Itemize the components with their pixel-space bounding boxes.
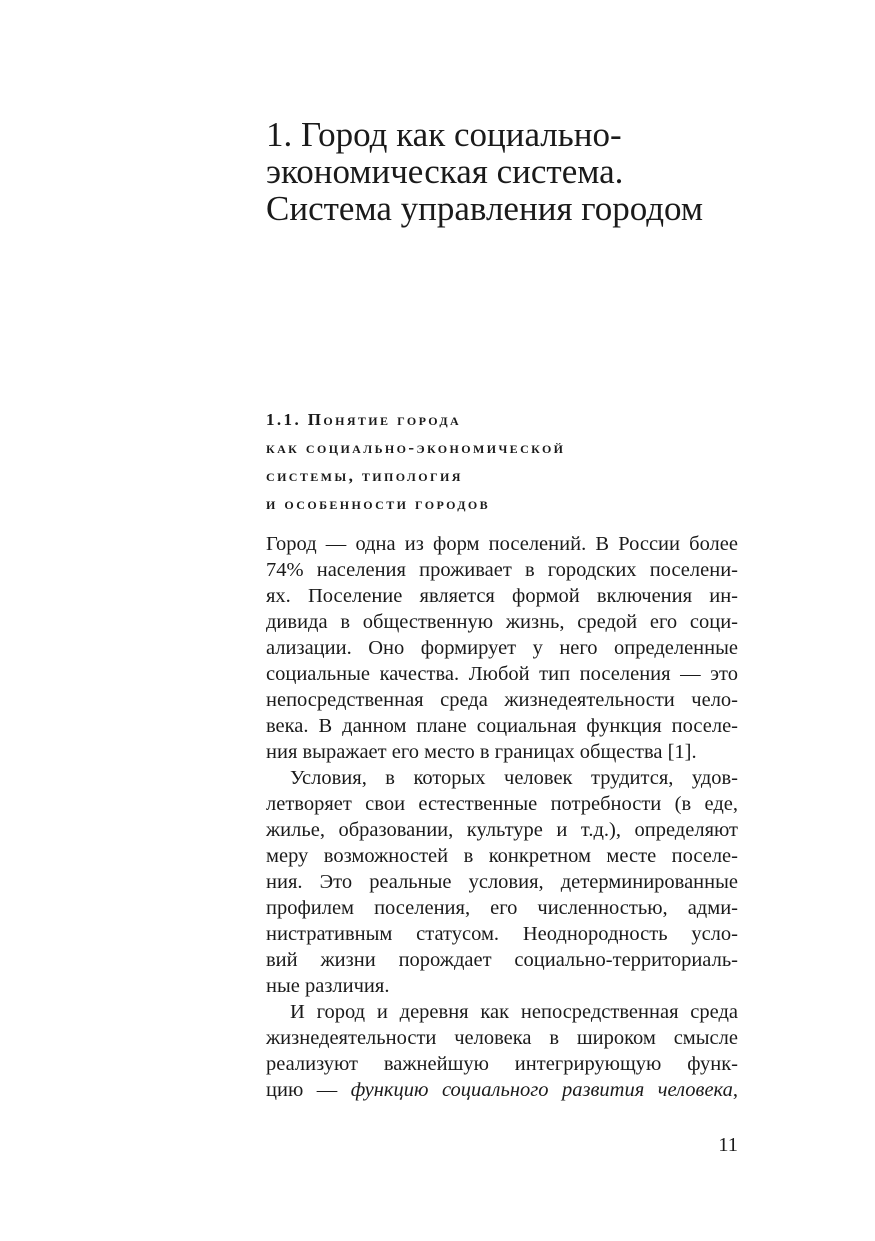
page-number: 11 bbox=[718, 1134, 738, 1156]
body-line: Город — одна из форм поселений. В России более bbox=[266, 533, 738, 555]
section-title-line: и особенности городов bbox=[266, 494, 491, 513]
body-line: жизнедеятельности человека в широком смысле bbox=[266, 1027, 738, 1049]
body-line: профилем поселения, его численностью, адми- bbox=[266, 897, 738, 919]
body-line: реализуют важнейшую интегрирующую функ- bbox=[266, 1053, 738, 1075]
chapter-title-line: Система управления городом bbox=[266, 189, 704, 228]
body-line: Условия, в которых человек трудится, удов- bbox=[290, 767, 738, 789]
body-line: непосредственная среда жизнедеятельности чело- bbox=[266, 689, 738, 711]
section-title-line: как социально-экономической bbox=[266, 438, 566, 457]
body-line: меру возможностей в конкретном месте поселе- bbox=[266, 845, 738, 867]
body-line: века. В данном плане социальная функция поселе- bbox=[266, 715, 738, 737]
body-text bbox=[266, 531, 738, 1103]
body-line: летворяет свои естественные потребности (в еде, bbox=[266, 793, 738, 815]
body-line: вий жизни порождает социально-территориаль- bbox=[266, 949, 738, 971]
body-line-start: цию — bbox=[266, 1079, 351, 1101]
chapter-title-line: экономическая система. bbox=[266, 152, 624, 191]
body-line: ные различия. bbox=[266, 975, 390, 997]
body-line: ях. Поселение является формой включения ин- bbox=[266, 585, 738, 607]
body-line: социальные качества. Любой тип поселения — это bbox=[266, 663, 738, 685]
body-line: нистративным статусом. Неоднородность усло- bbox=[266, 923, 738, 945]
body-line: И город и деревня как непосредственная среда bbox=[290, 1001, 738, 1023]
body-line: ния. Это реальные условия, детерминированные bbox=[266, 871, 738, 893]
body-line: ализации. Оно формирует у него определенные bbox=[266, 637, 738, 659]
section-title-line: системы, типология bbox=[266, 466, 463, 485]
section-title bbox=[266, 406, 746, 518]
chapter-title bbox=[266, 116, 766, 227]
body-line: 74% населения проживает в городских поселени- bbox=[266, 559, 738, 581]
body-line: ния выражает его место в границах общества [1]. bbox=[266, 741, 697, 763]
section-title-line: 1.1. Понятие города bbox=[266, 410, 462, 429]
body-line: жилье, образовании, культуре и т.д.), определяют bbox=[266, 819, 738, 841]
body-line-end: , bbox=[732, 1079, 738, 1101]
italic-phrase: функцию социального развития человека bbox=[350, 1079, 733, 1101]
body-line: дивида в общественную жизнь, средой его соци- bbox=[266, 611, 738, 633]
body-line-last bbox=[266, 1077, 738, 1103]
chapter-title-line: 1. Город как социально- bbox=[266, 115, 622, 154]
